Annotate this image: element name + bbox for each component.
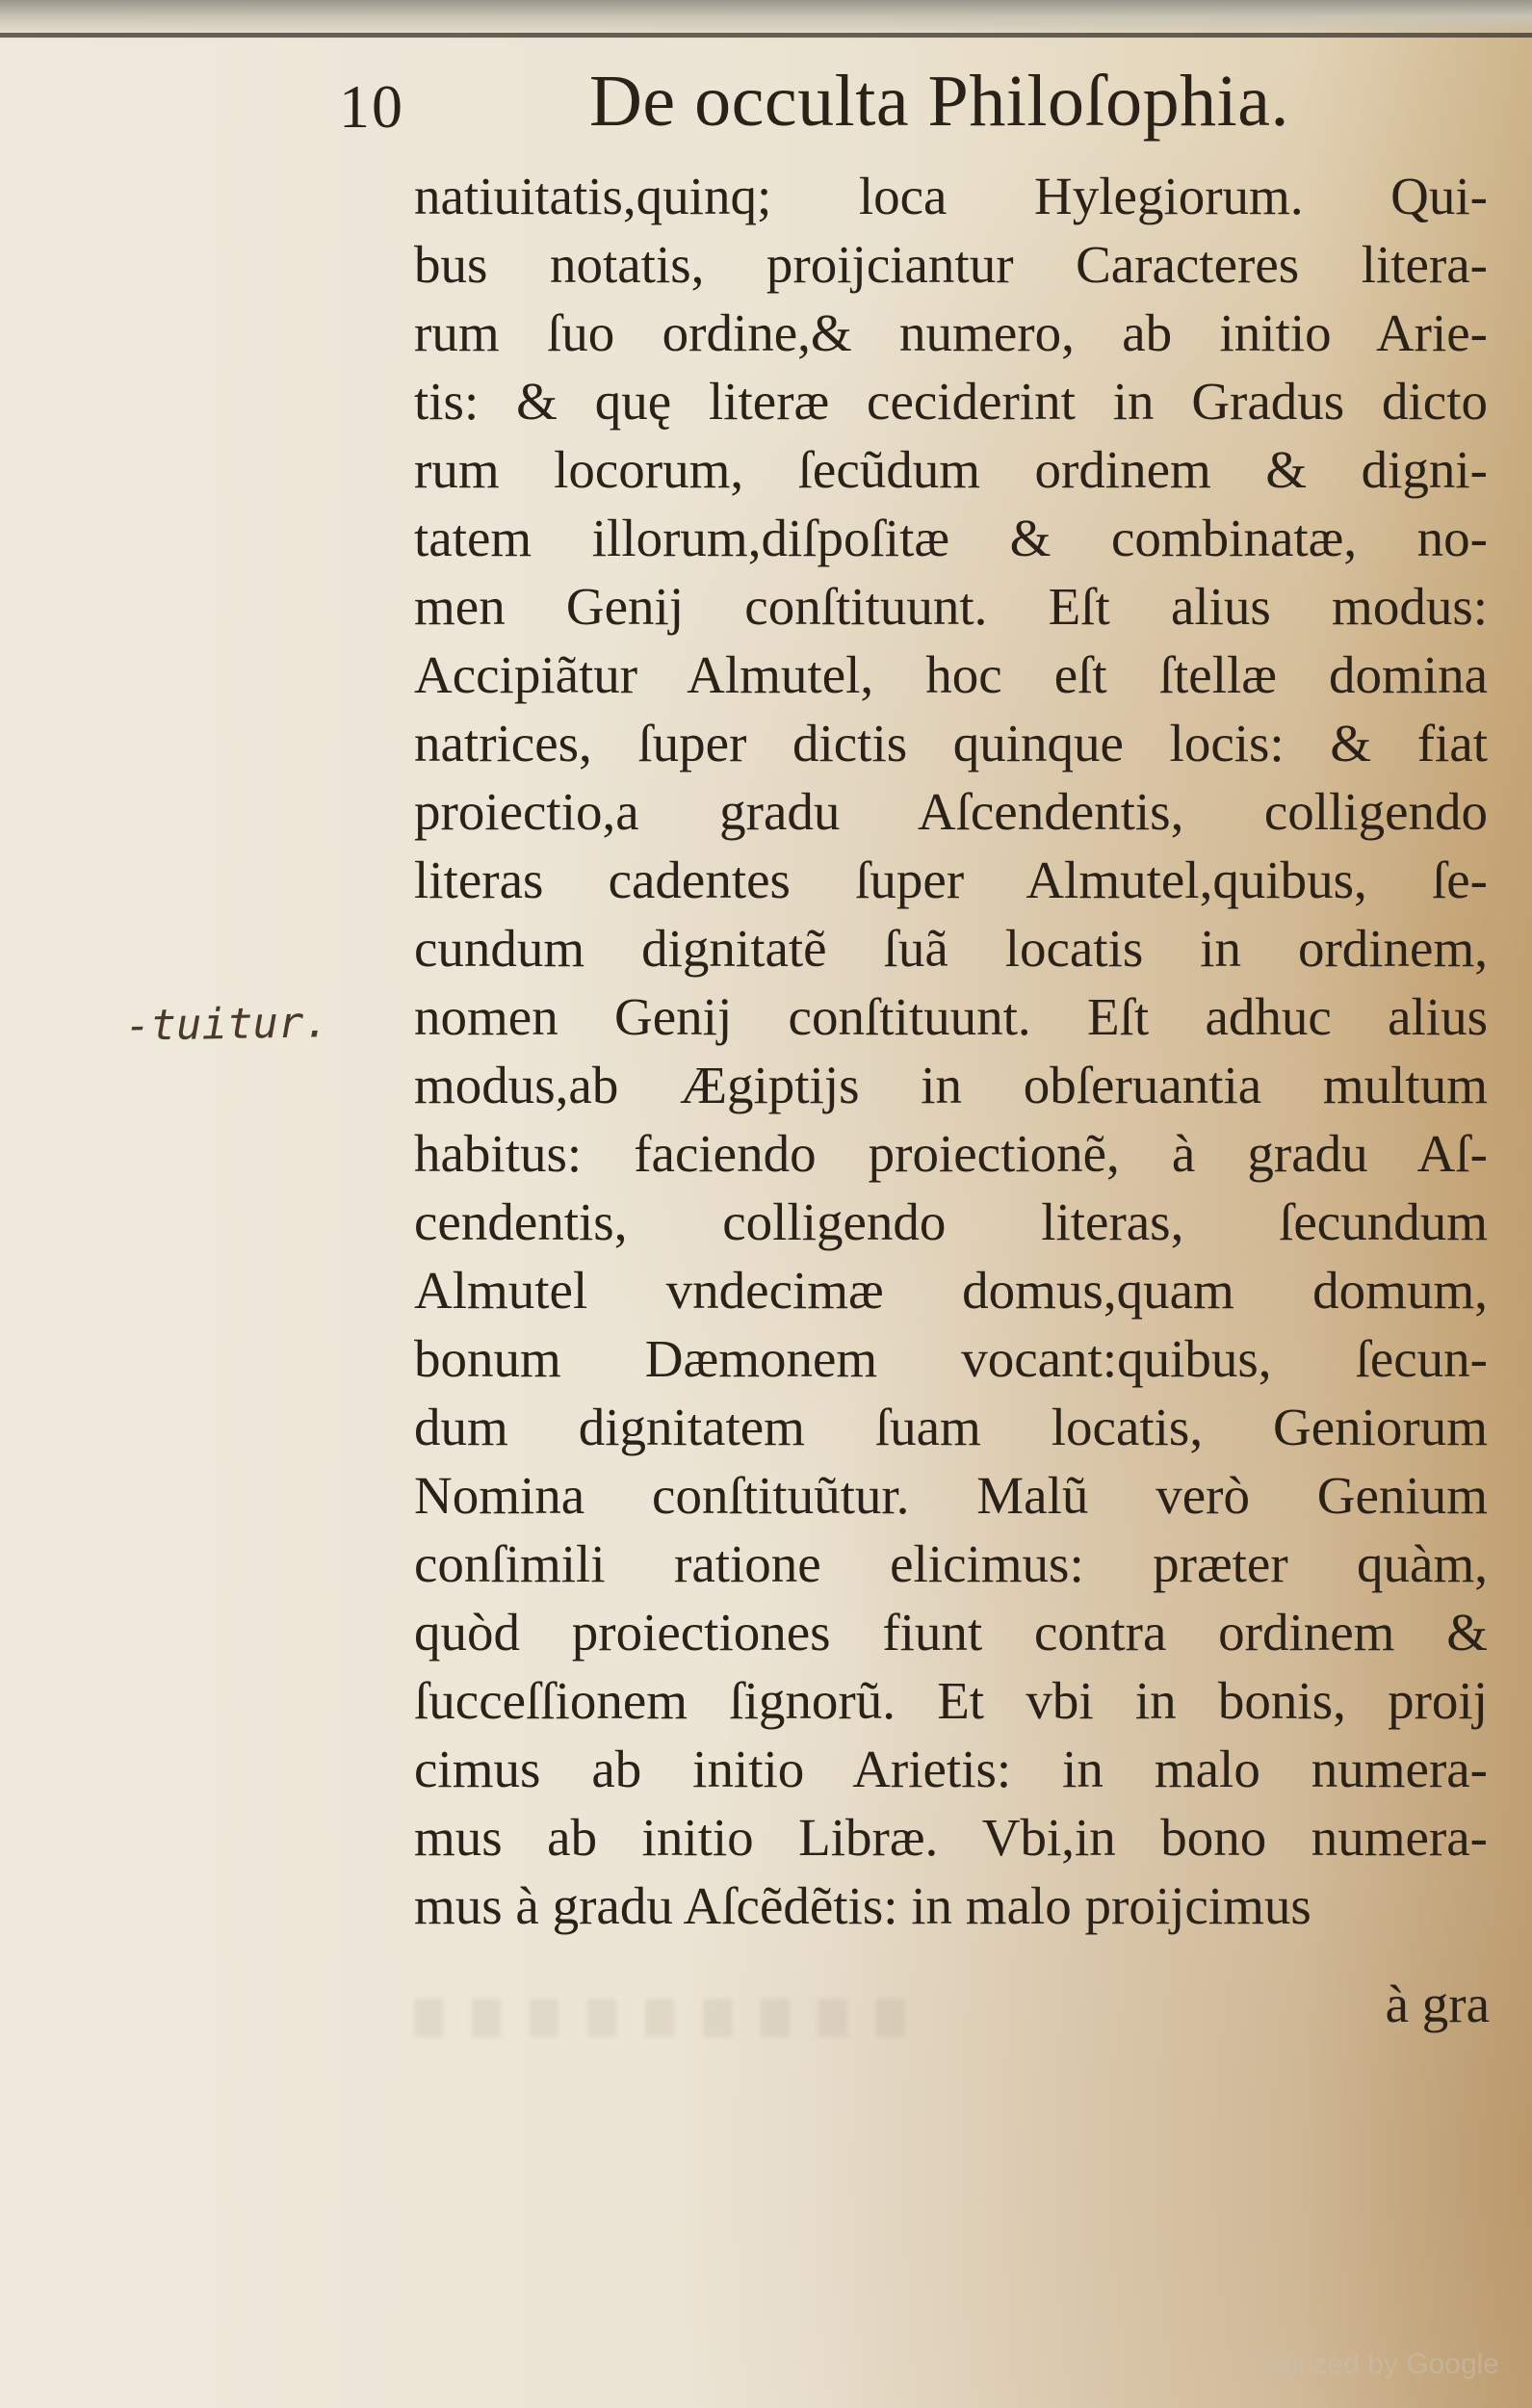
text-line: Nomina conſtituũtur. Malũ verò Genium: [414, 1466, 1488, 1525]
top-rule: [0, 33, 1532, 38]
text-line: natiuitatis,quinq; loca Hylegiorum. Qui-: [414, 167, 1488, 225]
text-line: dum dignitatem ſuam locatis, Geniorum: [414, 1398, 1488, 1456]
text-line: rum locorum, ſecũdum ordinem & digni-: [414, 440, 1488, 499]
text-line: literas cadentes ſuper Almutel,quibus, ſe-: [414, 851, 1488, 909]
page-header: [0, 60, 1532, 166]
page-number: 10: [339, 72, 404, 141]
text-line: modus,ab Ægiptijs in obſeruantia multum: [414, 1056, 1488, 1114]
text-line: mus ab initio Libræ. Vbi,in bono numera-: [414, 1808, 1488, 1867]
text-line: cimus ab initio Arietis: in malo numera-: [414, 1740, 1488, 1798]
text-line: mus à gradu Aſcẽdẽtis: in malo proijcimus: [414, 1876, 1311, 1935]
text-line: Accipiãtur Almutel, hoc eſt ſtellæ domina: [414, 645, 1488, 704]
handwritten-margin-note: -tuitur.: [124, 998, 330, 1051]
text-line: conſimili ratione elicimus: præter quàm,: [414, 1534, 1488, 1593]
text-line: proiectio,a gradu Aſcendentis, colligendo: [414, 782, 1488, 841]
text-line: tis: & quę literæ ceciderint in Gradus dicto: [414, 372, 1488, 431]
text-line: cendentis, colligendo literas, ſecundum: [414, 1192, 1488, 1251]
catchword: à gra: [1385, 1975, 1490, 2033]
text-line: natrices, ſuper dictis quinque locis: & fiat: [414, 714, 1488, 772]
text-line: ſucceſſionem ſignorũ. Et vbi in bonis, proij: [414, 1671, 1488, 1730]
running-title: De occulta Philoſophia.: [589, 61, 1290, 142]
text-line: cundum dignitatẽ ſuã locatis in ordinem,: [414, 919, 1488, 978]
text-line: habitus: faciendo proiectionẽ, à gradu Aſ-: [414, 1124, 1488, 1183]
digitization-watermark: Digitized by Google: [1248, 2348, 1499, 2380]
main-text-block: [414, 162, 1488, 1940]
text-line: nomen Genij conſtituunt. Eſt adhuc alius: [414, 987, 1488, 1046]
show-through-ink: [414, 1999, 915, 2037]
text-line: bus notatis, proijciantur Caracteres litera-: [414, 235, 1488, 294]
text-line: bonum Dæmonem vocant:quibus, ſecun-: [414, 1329, 1488, 1388]
text-line: tatem illorum,diſpoſitæ & combinatæ, no-: [414, 509, 1488, 567]
text-line: quòd proiectiones fiunt contra ordinem &: [414, 1603, 1488, 1662]
text-line: Almutel vndecimæ domus,quam domum,: [414, 1261, 1488, 1320]
text-line: rum ſuo ordine,& numero, ab initio Arie-: [414, 303, 1488, 362]
text-line: men Genij conſtituunt. Eſt alius modus:: [414, 577, 1488, 636]
